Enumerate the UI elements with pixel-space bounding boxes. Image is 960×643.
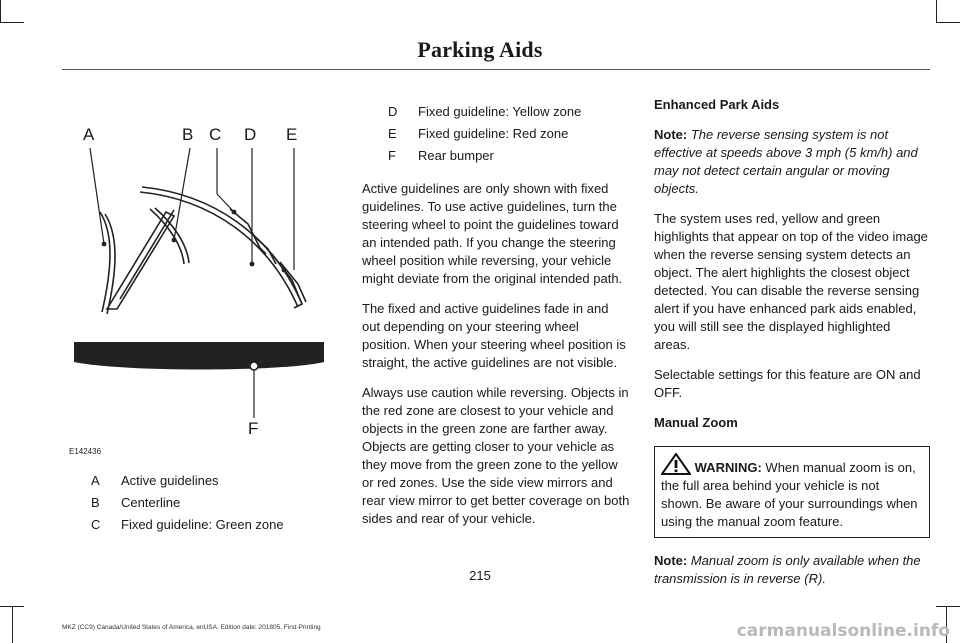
legend-key: F	[388, 148, 396, 163]
figure-id: E142436	[69, 447, 102, 456]
callout-dot	[232, 210, 237, 215]
figure-label-a: A	[83, 125, 95, 144]
warning-triangle-icon	[661, 453, 691, 475]
note-label: Note:	[654, 553, 688, 568]
bumper-callout-dot	[250, 362, 258, 370]
figure-label-b: B	[182, 125, 194, 144]
legend-text: Centerline	[121, 495, 181, 510]
legend-text: Fixed guideline: Green zone	[121, 517, 284, 532]
crop-mark	[12, 606, 13, 643]
figure-label-d: D	[244, 125, 257, 144]
centerline-shape	[120, 210, 174, 299]
figure-label-e: E	[286, 125, 298, 144]
warning-box	[654, 446, 930, 538]
legend-row	[388, 101, 581, 123]
fixed-guideline-arc	[142, 187, 302, 304]
crop-mark	[936, 22, 960, 23]
fixed-guideline-arc	[140, 192, 298, 307]
leader-line-a	[90, 148, 104, 244]
legend-key: E	[388, 126, 397, 141]
watermark: carmanualsonline.info	[736, 621, 950, 641]
callout-dot	[282, 268, 287, 273]
legend-row	[91, 470, 284, 492]
body-column-right	[654, 96, 930, 600]
fixed-guideline-zone	[272, 254, 302, 308]
legend-row	[91, 514, 284, 536]
crop-mark	[0, 22, 24, 23]
crop-mark	[0, 0, 1, 22]
paragraph: The system uses red, yellow and green highlights that appear on top of the video image when the reverse sensing system detects an object. The alert highlights the closest object detected. You can disable the reverse sensing alert if you have enhanced park aids enabled, you will still see the displayed highlighted areas.	[654, 211, 928, 352]
legend-row	[388, 123, 581, 145]
parking-guidelines-figure	[62, 84, 340, 464]
fixed-guideline-zone	[230, 209, 266, 254]
centerline-shape	[155, 208, 189, 263]
warning-text: When manual zoom is on, the full area behind your vehicle is not shown. Be aware of your surroundings when using the manual zoom feature.	[661, 460, 918, 529]
legend-text: Fixed guideline: Yellow zone	[418, 104, 582, 119]
page-number: 215	[469, 568, 491, 583]
legend-text: Rear bumper	[418, 148, 494, 163]
section-heading: Manual Zoom	[654, 415, 738, 430]
leader-line-c	[217, 194, 234, 212]
body-column-middle	[362, 180, 630, 540]
figure-label-f: F	[248, 419, 259, 438]
legend-text: Fixed guideline: Red zone	[418, 126, 569, 141]
callout-dot	[102, 242, 107, 247]
callout-dot	[172, 238, 177, 243]
paragraph: Selectable settings for this feature are ON and OFF.	[654, 367, 921, 400]
crop-mark	[936, 0, 937, 22]
legend-list-left	[91, 470, 284, 536]
legend-text: Active guidelines	[121, 473, 219, 488]
edition-footer: MKZ (CC9) Canada/United States of America, enUSA, Edition date: 201805, First-Printing	[62, 624, 321, 631]
rear-bumper-shape	[74, 342, 324, 370]
legend-key: C	[91, 517, 101, 532]
legend-key: B	[91, 495, 100, 510]
page-title: Parking Aids	[417, 37, 543, 62]
legend-row	[91, 492, 284, 514]
paragraph: The fixed and active guidelines fade in and out depending on your steering wheel position. When your steering wheel position is straight, the active guidelines are not visible.	[362, 301, 626, 370]
figure-label-c: C	[209, 125, 222, 144]
crop-mark	[936, 606, 960, 607]
note-text: Manual zoom is only available when the transmission is in reverse (R).	[654, 553, 921, 586]
header-rule	[62, 69, 930, 70]
legend-row	[388, 145, 581, 167]
warning-label: WARNING:	[694, 460, 762, 475]
note-text: The reverse sensing system is not effective at speeds above 3 mph (5 km/h) and may not detect certain angular or moving objects.	[654, 127, 918, 196]
legend-key: A	[91, 473, 100, 488]
legend-list-right	[388, 101, 581, 167]
callout-dot	[250, 262, 255, 267]
note-label: Note:	[654, 127, 688, 142]
paragraph: Always use caution while reversing. Objects in the red zone are closest to your vehicle and objects in the green zone are farther away. Objects are getting closer to your vehicle as they move from the green zone to the yellow or red zones. Use the side view mirrors and rear view mirror to get better coverage on both sides and rear of your vehicle.	[362, 385, 630, 526]
note-paragraph	[654, 126, 930, 198]
paragraph: Active guidelines are only shown with fixed guidelines. To use active guidelines, turn the steering wheel to point the guidelines toward an intended path. If you change the steering wheel position while reversing, your vehicle might deviate from the original intended path.	[362, 181, 623, 286]
legend-key: D	[388, 104, 398, 119]
section-heading: Enhanced Park Aids	[654, 97, 780, 112]
